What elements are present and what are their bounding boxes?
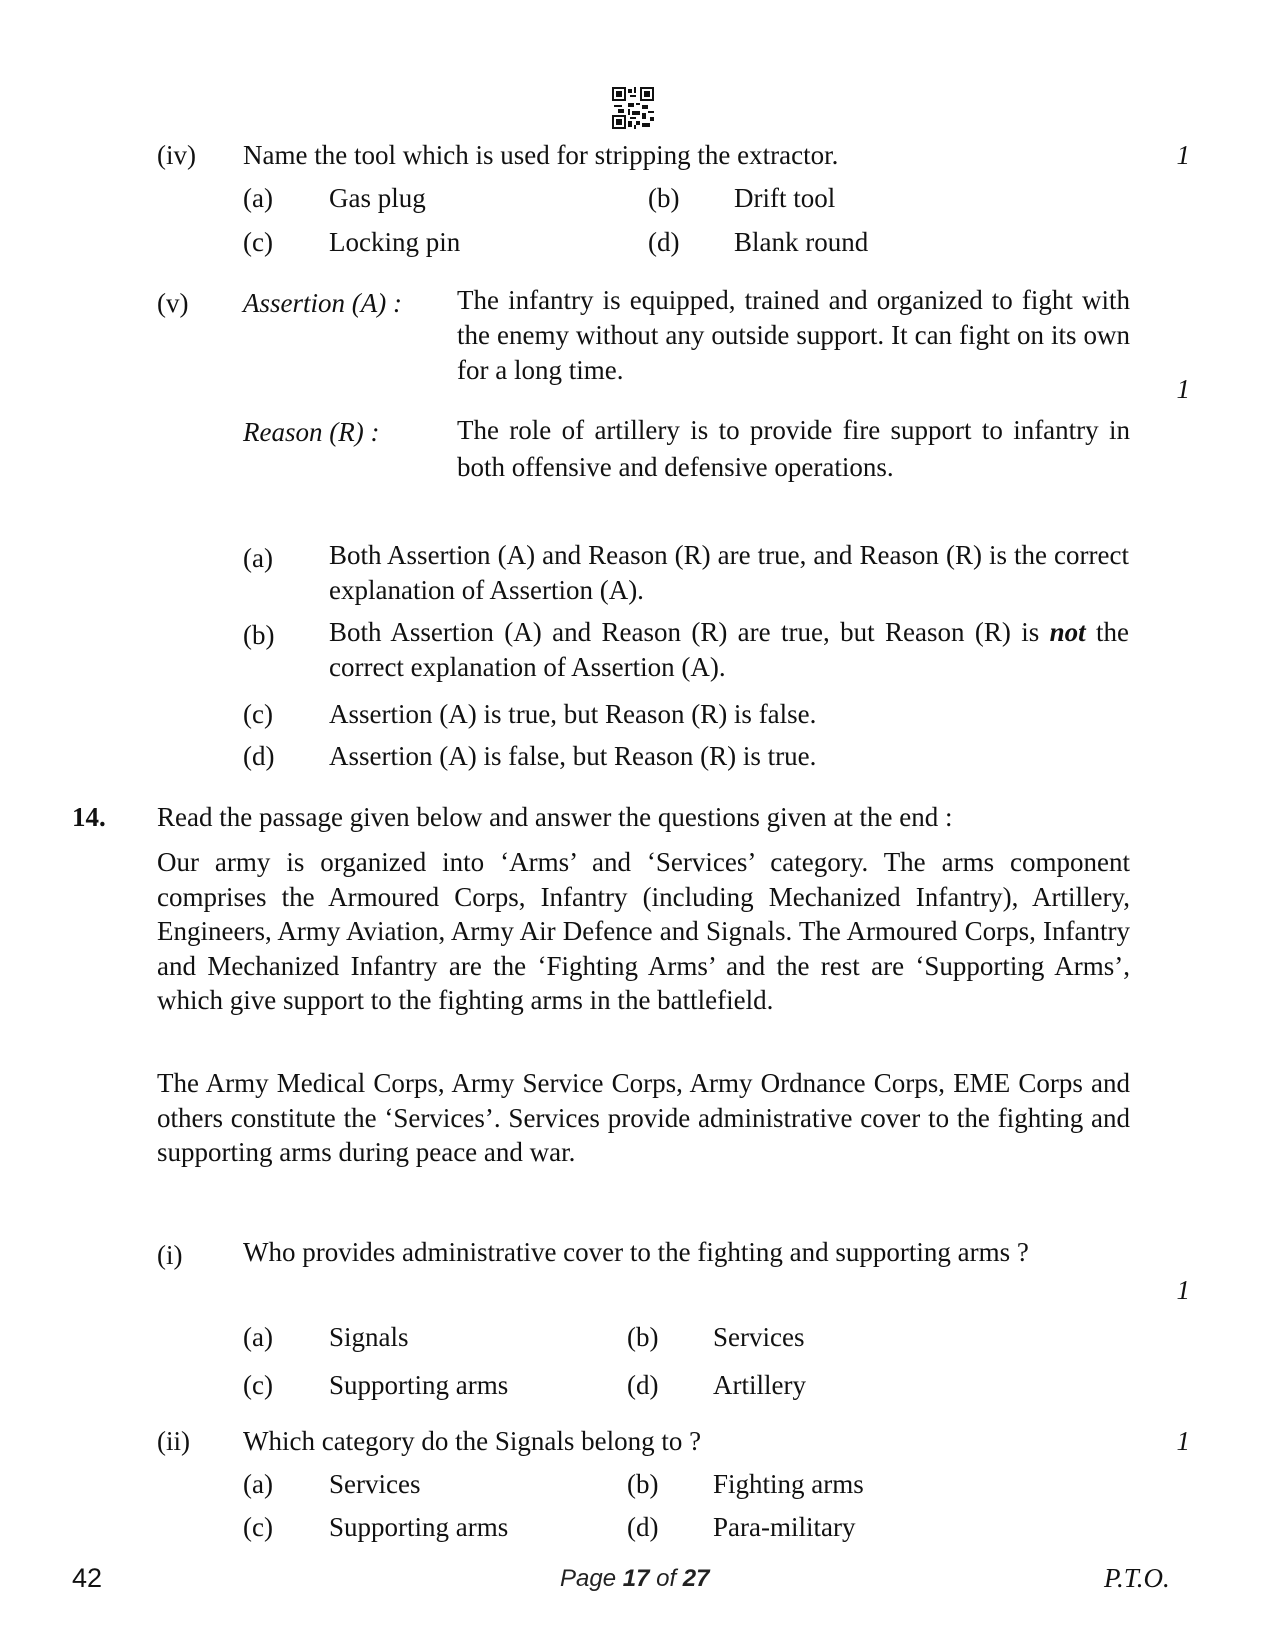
option-label: (d) — [627, 1370, 659, 1400]
option-text: Gas plug — [329, 183, 426, 213]
assertion-label: Assertion (A) : — [243, 288, 402, 318]
passage-paragraph: Our army is organized into ‘Arms’ and ‘Services’ category. The arms component comprises the Armoured Corps, Infantry (including Mechanized Infantry), Artillery, Engineers, Army Aviation, Army Air Defence and Signals. The Armoured Corps, Infantry and Mechanized Infantry are the ‘Fighting Arms’ and the rest are ‘Supporting Arms’, which give support to the fighting arms in the battlefield. — [157, 847, 1130, 1015]
option-label: (a) — [243, 183, 273, 213]
option-text: Supporting arms — [329, 1512, 509, 1542]
option-label: (c) — [243, 699, 273, 729]
option-text: Both Assertion (A) and Reason (R) are true, and Reason (R) is the correct explanation of Assertion (A). — [329, 540, 1129, 605]
option-text: Assertion (A) is false, but Reason (R) is true. — [329, 741, 817, 771]
option-label: (a) — [243, 1322, 273, 1352]
question-number: (ii) — [157, 1426, 190, 1456]
reason-text: The role of artillery is to provide fire support to infantry in both offensive and defensive operations. — [457, 415, 1130, 482]
option-text: Blank round — [734, 227, 869, 257]
question-number: (i) — [157, 1240, 183, 1270]
paper-code: 42 — [72, 1563, 103, 1593]
question-intro: Read the passage given below and answer the questions given at the end : — [157, 802, 953, 832]
option-label: (b) — [648, 183, 680, 213]
qr-code-icon — [612, 87, 654, 129]
option-label: (d) — [648, 227, 680, 257]
option-label: (b) — [243, 620, 275, 650]
option-label: (b) — [627, 1322, 659, 1352]
question-stem: Who provides administrative cover to the fighting and supporting arms ? — [243, 1237, 1029, 1267]
option-label: (c) — [243, 1512, 273, 1542]
marks: 1 — [1176, 374, 1190, 404]
passage-paragraph: The Army Medical Corps, Army Service Corps, Army Ordnance Corps, EME Corps and others constitute the ‘Services’. Services provide administrative cover to the fighting and supporting arms during peace and war. — [157, 1068, 1130, 1167]
option-label: (d) — [627, 1512, 659, 1542]
page-number: 17 — [622, 1565, 650, 1592]
option-text: Drift tool — [734, 183, 836, 213]
reason-label: Reason (R) : — [243, 417, 380, 447]
option-text: Services — [329, 1469, 421, 1499]
option-text: Artillery — [713, 1370, 806, 1400]
option-text: Supporting arms — [329, 1370, 509, 1400]
option-text: Para-military — [713, 1512, 856, 1542]
option-text: Locking pin — [329, 227, 461, 257]
option-label: (a) — [243, 543, 273, 573]
option-text: Services — [713, 1322, 805, 1352]
option-label: (b) — [627, 1469, 659, 1499]
option-label: (a) — [243, 1469, 273, 1499]
question-number: (iv) — [157, 140, 196, 170]
marks: 1 — [1176, 140, 1190, 170]
option-text: Fighting arms — [713, 1469, 864, 1499]
page-indicator: Page 17 of 27 — [560, 1565, 710, 1592]
option-label: (c) — [243, 1370, 273, 1400]
option-text: Assertion (A) is true, but Reason (R) is false. — [329, 699, 817, 729]
assertion-text: The infantry is equipped, trained and organized to fight with the enemy without any outside support. It can fight on its own for a long time. — [457, 285, 1130, 385]
option-label: (c) — [243, 227, 273, 257]
option-text: Both Assertion (A) and Reason (R) are true, but Reason (R) is not the correct explanation of Assertion (A). — [329, 617, 1129, 682]
marks: 1 — [1176, 1426, 1190, 1456]
emphasis-not: not — [1049, 617, 1086, 647]
marks: 1 — [1176, 1275, 1190, 1305]
question-number: 14. — [72, 802, 106, 832]
option-label: (d) — [243, 741, 275, 771]
pto-label: P.T.O. — [1104, 1563, 1170, 1593]
question-number: (v) — [157, 288, 189, 318]
option-text: Signals — [329, 1322, 409, 1352]
question-stem: Name the tool which is used for stripping the extractor. — [243, 140, 839, 170]
page-total: 27 — [682, 1565, 710, 1592]
question-stem: Which category do the Signals belong to ? — [243, 1426, 702, 1456]
